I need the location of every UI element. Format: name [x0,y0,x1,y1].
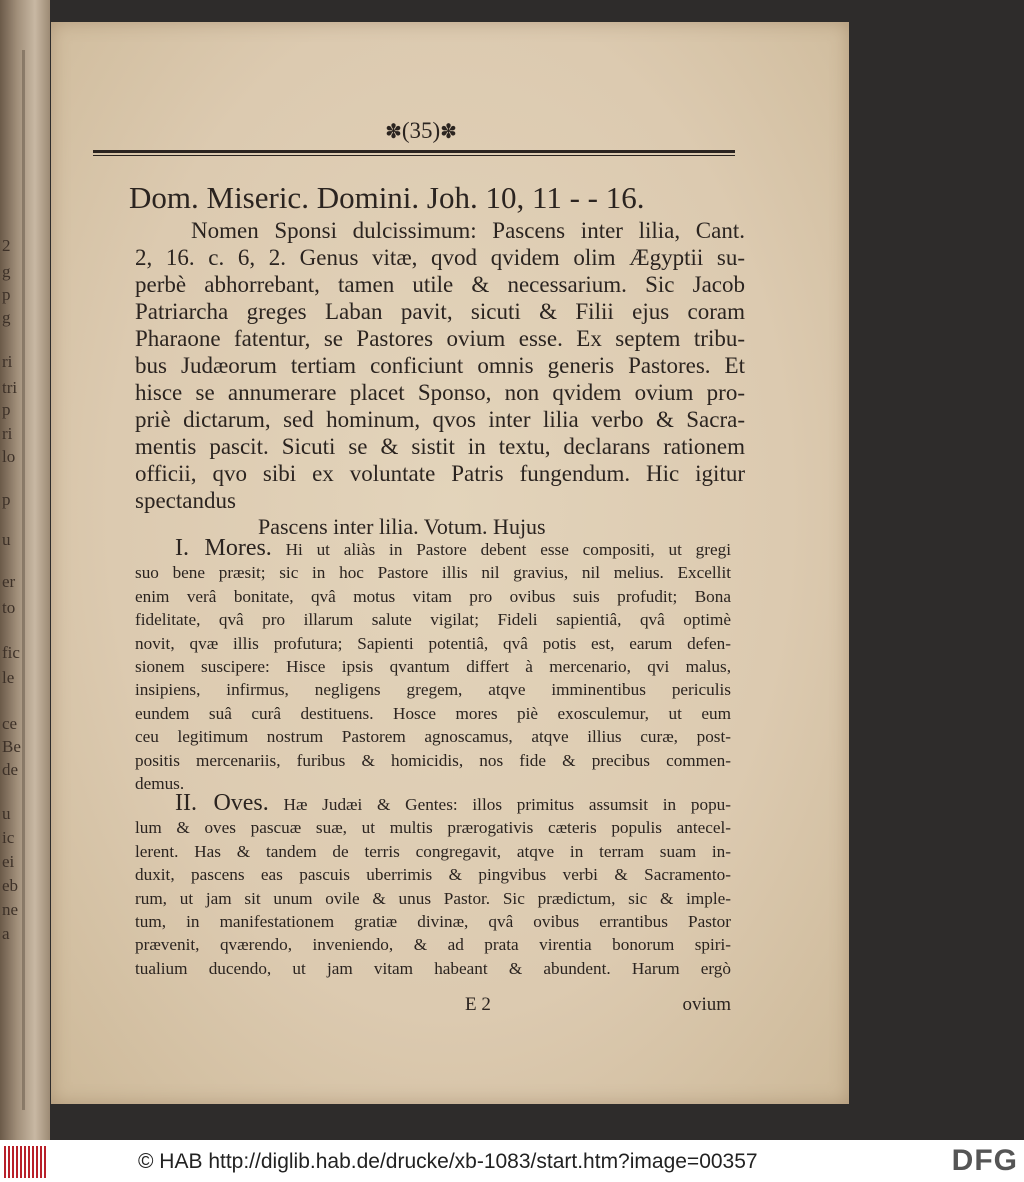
text-line: perbè abhorrebant, tamen utile & necessarium. Sic Jacob [135,272,745,297]
margin-fragment: ri [2,352,13,371]
text-line: officii, qvo sibi ex voluntate Patris fungendum. Hic igitur [135,461,745,486]
signature-mark: E 2 [465,994,491,1015]
page-number-header [341,118,501,144]
margin-fragment: ce [2,714,18,733]
section-mores [135,537,731,795]
copyright-link[interactable]: © HAB http://diglib.hab.de/drucke/xb-1083/start.htm?image=00357 [138,1150,758,1173]
page-gutter [22,50,25,1110]
text-line: insipiens, infirmus, negligens gregem, atqve imminentibus periculis [135,680,731,700]
margin-fragment: de [2,760,19,779]
text-line: fidelitate, qvâ pro illarum salute vigilat; Fideli sapientiâ, qvâ optimè [135,610,731,630]
text-line [135,537,731,561]
text-line: demus. [135,774,185,794]
dfg-logo: DFG [951,1144,1018,1177]
catchword: ovium [682,994,731,1015]
text-line: sionem suscipere: Hisce ipsis qvantum differt à mercenario, qvi malus, [135,657,731,677]
viewer-footer-bar [0,1140,1024,1182]
page-number: (35) [401,118,441,143]
hab-logo-icon [4,1146,48,1178]
margin-fragment: ri [2,424,13,443]
margin-fragment: p [2,400,11,419]
margin-fragment: 2 [2,236,11,255]
margin-fragment: p [2,490,11,509]
page-title: Dom. Miseric. Domini. Joh. 10, 11 - - 16. [129,180,645,215]
text-line: prævenit, qværendo, inveniendo, & ad prata virentia bonorum spiri- [135,935,731,955]
text-line: Nomen Sponsi dulcissimum: Pascens inter lilia, Cant. [191,218,745,243]
text-line: 2, 16. c. 6, 2. Genus vitæ, qvod qvidem olim Ægyptii su- [135,245,745,270]
text-line: lum & oves pascuæ suæ, ut multis prærogativis cæteris populis antecel- [135,818,731,838]
intro-paragraph [135,217,745,514]
margin-fragment: Be [2,737,21,756]
margin-fragment: eb [2,876,19,895]
text-line-body: Hæ Judæi & Gentes: illos primitus assumsit in popu- [283,795,731,814]
text-line: eundem suâ curâ destituens. Hosce mores piè exosculemur, ut eum [135,703,731,723]
ornament-icon: ✽ [385,121,402,143]
margin-fragment: u [2,804,11,823]
text-line: novit, qvæ illis profutura; Sapienti potentiâ, qvâ potis est, earum defen- [135,633,731,653]
section-oves [135,792,731,980]
text-line: ceu legitimum nostrum Pastorem agnoscamus, atqve illius curæ, post- [135,727,731,747]
margin-fragment: g [2,308,11,327]
text-line: spectandus [135,488,236,513]
margin-fragment: tri [2,378,18,397]
facing-page-edge [0,0,50,1140]
text-line: mentis pascit. Sicuti se & sistit in textu, declarans rationem [135,434,745,459]
text-line [135,792,731,816]
margin-fragment: g [2,262,11,281]
text-line: rum, ut jam sit unum ovile & unus Pastor. Sic prædictum, sic & imple- [135,888,731,908]
text-line: Patriarcha greges Laban pavit, sicuti & Filii ejus coram [135,299,745,324]
margin-fragment: a [2,924,10,943]
text-line-body: Hi ut aliàs in Pastore debent esse compositi, ut gregi [285,540,731,559]
text-line: Pharaone fatentur, se Pastores ovium esse. Ex septem tribu- [135,326,745,351]
text-line: tualium ducendo, ut jam vitam habeant & abundent. Harum ergò [135,958,731,978]
margin-fragment: u [2,530,11,549]
text-line: priè dictarum, sed hominum, qvos inter lilia verbo & Sacra- [135,407,745,432]
margin-fragment: p [2,285,11,304]
margin-fragment: fic [2,643,20,662]
margin-fragment: to [2,598,16,617]
margin-fragment: ic [2,828,15,847]
margin-fragment: ei [2,852,15,871]
scanned-page [51,22,849,1104]
ornament-icon: ✽ [440,121,457,143]
text-line: duxit, pascens eas pascuis uberrimis & pingvibus verbi & Sacramento- [135,865,731,885]
margin-fragment: le [2,668,15,687]
section-heading: I. Mores. [175,535,272,561]
text-line: positis mercenariis, furibus & homicidis, nos fide & precibus commen- [135,750,731,770]
margin-fragment: lo [2,447,16,466]
margin-fragment: ne [2,900,19,919]
text-line: tum, in manifestationem gratiæ divinæ, qvâ ovibus errantibus Pastor [135,912,731,932]
header-rule [93,150,735,153]
section-heading: II. Oves. [175,790,269,816]
text-line: suo bene præsit; sic in hoc Pastore illis nil gravius, nil melius. Excellit [135,563,731,583]
text-line: bus Judæorum tertiam conficiunt omnis generis Pastores. Et [135,353,745,378]
text-line: lerent. Has & tandem de terris congregavit, atqve in terram suam in- [135,841,731,861]
margin-fragment: er [2,572,16,591]
text-line: enim verâ bonitate, qvâ motus vitam pro ovibus suis profudit; Bona [135,586,731,606]
text-line: hisce se annumerare placet Sponso, non qvidem ovium pro- [135,380,745,405]
votum-line: Pascens inter lilia. Votum. Hujus [258,514,546,539]
